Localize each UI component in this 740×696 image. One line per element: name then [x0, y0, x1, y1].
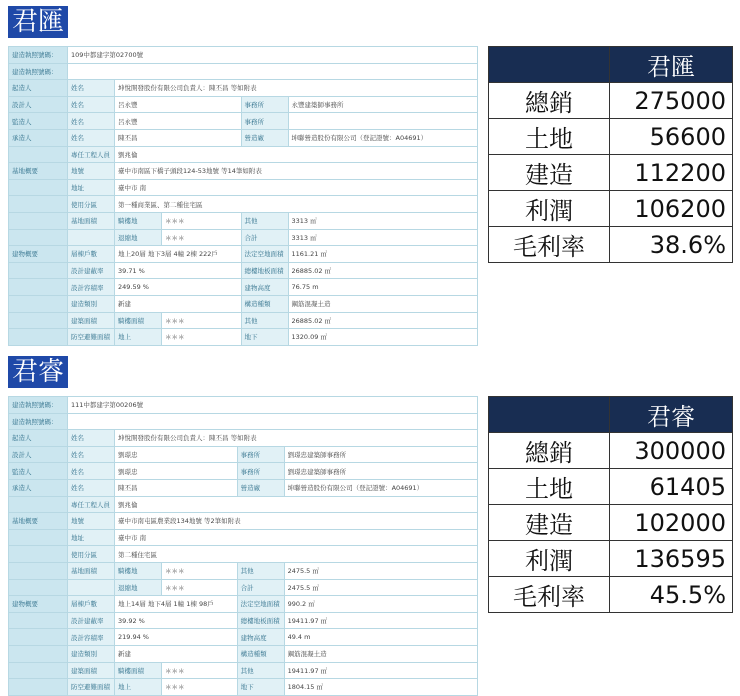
field-value: 鋼筋混凝土造 [284, 645, 477, 662]
field-label: 營造廠 [237, 479, 284, 496]
row-label: 承造人 [9, 479, 68, 496]
summary-value: 102000 [610, 505, 733, 541]
field-value: ＊＊＊ [162, 562, 238, 579]
field-label: 構造種類 [241, 295, 288, 312]
field-value: ＊＊＊ [162, 329, 242, 346]
field-label: 地上 [115, 679, 162, 696]
field-value: 新建 [115, 295, 242, 312]
field-value: 地上14層 地下4層 1幢 1棟 98戶 [115, 596, 238, 613]
field-label [68, 579, 115, 596]
field-label: 設計容積率 [68, 629, 115, 646]
permit-row [9, 63, 478, 80]
summary-row [489, 227, 733, 263]
row-label: 建造執照號碼： [9, 397, 68, 414]
field-label: 其他 [237, 662, 284, 679]
field-value: 劉兆倫 [115, 496, 478, 513]
summary-value: 106200 [610, 191, 733, 227]
summary-label: 土地 [489, 469, 610, 505]
permit-row [9, 479, 478, 496]
permit-row [9, 629, 478, 646]
summary-header: 君匯 [610, 47, 733, 83]
field-value: 劉兆倫 [115, 146, 478, 163]
row-label: 起造人 [9, 80, 68, 97]
field-label [68, 229, 115, 246]
permit-row [9, 246, 478, 263]
row-label: 建造執照號碼： [9, 413, 68, 430]
row-label: 監造人 [9, 113, 68, 130]
row-label [9, 146, 68, 163]
summary-row [489, 505, 733, 541]
field-label: 專任工程人員 [68, 496, 115, 513]
permit-row [9, 662, 478, 679]
field-value: 第一種商業區、第二種住宅區 [115, 196, 478, 213]
permit-row [9, 312, 478, 329]
field-label: 合計 [241, 229, 288, 246]
permit-table-2 [8, 396, 478, 696]
permit-row [9, 413, 478, 430]
field-value: 3313 ㎡ [288, 229, 477, 246]
row-label: 設計人 [9, 96, 68, 113]
field-value: 219.94 % [115, 629, 238, 646]
field-label: 層棟戶數 [68, 596, 115, 613]
row-label [9, 179, 68, 196]
section-2-title: 君睿 [8, 356, 68, 388]
permit-row [9, 163, 478, 180]
field-value: 地上20層 地下3層 4幢 2棟 222戶 [115, 246, 242, 263]
field-value: 劉璟忠 [115, 446, 238, 463]
permit-row [9, 146, 478, 163]
summary-label: 土地 [489, 119, 610, 155]
row-label: 基地概要 [9, 163, 68, 180]
summary-value: 61405 [610, 469, 733, 505]
field-label: 建築面積 [68, 312, 115, 329]
row-label: 監造人 [9, 463, 68, 480]
field-label: 地下 [237, 679, 284, 696]
summary-row [489, 119, 733, 155]
permit-row [9, 96, 478, 113]
permit-row [9, 229, 478, 246]
summary-label: 利潤 [489, 541, 610, 577]
summary-value: 136595 [610, 541, 733, 577]
field-value: 劉璟忠建築師事務所 [284, 463, 477, 480]
field-value: 第二種住宅區 [115, 546, 478, 563]
field-value: 陳丕昌 [115, 479, 238, 496]
field-value: 26885.02 ㎡ [288, 312, 477, 329]
permit-row [9, 212, 478, 229]
field-value [68, 413, 478, 430]
row-label [9, 546, 68, 563]
row-label [9, 212, 68, 229]
summary-table-2 [488, 396, 733, 613]
field-label: 法定空地面積 [237, 596, 284, 613]
permit-row [9, 113, 478, 130]
summary-label: 利潤 [489, 191, 610, 227]
permit-row [9, 645, 478, 662]
field-value: 26885.02 ㎡ [288, 262, 477, 279]
summary-row [489, 83, 733, 119]
field-value: 坤聯營造股份有限公司（登記證號：A04691） [288, 129, 477, 146]
field-label: 事務所 [241, 113, 288, 130]
permit-row [9, 47, 478, 64]
field-value: 39.71 % [115, 262, 242, 279]
field-label: 基地面積 [68, 212, 115, 229]
permit-row [9, 513, 478, 530]
field-label: 事務所 [237, 446, 284, 463]
row-label: 建物概要 [9, 596, 68, 613]
row-label [9, 529, 68, 546]
section-1-title: 君匯 [8, 6, 68, 38]
row-label [9, 496, 68, 513]
field-value: 鋼筋混凝土造 [288, 295, 477, 312]
row-label: 起造人 [9, 430, 68, 447]
field-value: 109中都建字第02700號 [68, 47, 478, 64]
field-value: 1804.15 ㎡ [284, 679, 477, 696]
field-value: ＊＊＊ [162, 312, 242, 329]
field-label: 專任工程人員 [68, 146, 115, 163]
row-label [9, 295, 68, 312]
field-label: 騎樓面積 [115, 662, 162, 679]
summary-label: 總銷 [489, 433, 610, 469]
field-value: 劉璟忠建築師事務所 [284, 446, 477, 463]
field-value [68, 63, 478, 80]
field-value: 990.2 ㎡ [284, 596, 477, 613]
summary-header-blank [489, 47, 610, 83]
field-label: 姓名 [68, 96, 115, 113]
row-label: 建物概要 [9, 246, 68, 263]
summary-header-row [489, 397, 733, 433]
summary-value: 112200 [610, 155, 733, 191]
field-value: 49.4 m [284, 629, 477, 646]
field-label: 騎樓面積 [115, 312, 162, 329]
permit-row [9, 463, 478, 480]
permit-row [9, 129, 478, 146]
field-label: 姓名 [68, 479, 115, 496]
field-value: 76.75 m [288, 279, 477, 296]
field-label: 建物高度 [241, 279, 288, 296]
row-label [9, 562, 68, 579]
summary-header: 君睿 [610, 397, 733, 433]
field-label: 姓名 [68, 80, 115, 97]
field-value: ＊＊＊ [162, 212, 242, 229]
field-value [288, 113, 477, 130]
field-value: 臺中市南屯區農業段134地號 等2筆如附表 [115, 513, 478, 530]
permit-row [9, 430, 478, 447]
permit-row [9, 279, 478, 296]
row-label [9, 662, 68, 679]
summary-label: 毛利率 [489, 227, 610, 263]
permit-row [9, 446, 478, 463]
field-label: 建造類別 [68, 295, 115, 312]
field-label: 地址 [68, 529, 115, 546]
summary-row [489, 155, 733, 191]
summary-row [489, 191, 733, 227]
field-label: 騎樓地 [115, 562, 162, 579]
row-label [9, 196, 68, 213]
row-label [9, 329, 68, 346]
field-label: 其他 [241, 212, 288, 229]
permit-row [9, 579, 478, 596]
permit-row [9, 529, 478, 546]
field-value: 臺中市 南 [115, 179, 478, 196]
field-value: 呂永豐 [115, 113, 242, 130]
summary-value: 38.6% [610, 227, 733, 263]
permit-row [9, 612, 478, 629]
field-value: 2475.5 ㎡ [284, 562, 477, 579]
summary-label: 毛利率 [489, 577, 610, 613]
field-label: 退縮地 [115, 579, 162, 596]
summary-row [489, 469, 733, 505]
permit-row [9, 196, 478, 213]
row-label [9, 262, 68, 279]
field-label: 退縮地 [115, 229, 162, 246]
field-value: 陳丕昌 [115, 129, 242, 146]
row-label [9, 279, 68, 296]
field-label: 姓名 [68, 113, 115, 130]
field-label: 設計建蔽率 [68, 612, 115, 629]
summary-value: 275000 [610, 83, 733, 119]
field-label: 其他 [241, 312, 288, 329]
row-label: 建造執照號碼： [9, 47, 68, 64]
summary-value: 56600 [610, 119, 733, 155]
summary-header-blank [489, 397, 610, 433]
summary-value: 45.5% [610, 577, 733, 613]
row-label: 建造執照號碼： [9, 63, 68, 80]
summary-label: 建造 [489, 155, 610, 191]
field-value: ＊＊＊ [162, 662, 238, 679]
row-label [9, 579, 68, 596]
field-value: 39.92 % [115, 612, 238, 629]
summary-row [489, 433, 733, 469]
permit-row [9, 546, 478, 563]
row-label [9, 612, 68, 629]
summary-row [489, 577, 733, 613]
row-label: 設計人 [9, 446, 68, 463]
field-value: 2475.5 ㎡ [284, 579, 477, 596]
field-value: 19411.97 ㎡ [284, 612, 477, 629]
row-label [9, 629, 68, 646]
field-label: 地下 [241, 329, 288, 346]
field-label: 總樓地板面積 [237, 612, 284, 629]
field-label: 姓名 [68, 129, 115, 146]
field-value: ＊＊＊ [162, 579, 238, 596]
field-label: 建造類別 [68, 645, 115, 662]
field-label: 其他 [237, 562, 284, 579]
summary-row [489, 541, 733, 577]
row-label: 基地概要 [9, 513, 68, 530]
field-value: 坤悅開發股份有限公司負責人：陳丕昌 等如附表 [115, 80, 478, 97]
field-label: 總樓地板面積 [241, 262, 288, 279]
field-label: 地號 [68, 163, 115, 180]
field-label: 姓名 [68, 463, 115, 480]
field-label: 防空避難面積 [68, 329, 115, 346]
permit-table-1 [8, 46, 478, 346]
field-label: 防空避難面積 [68, 679, 115, 696]
summary-table-1 [488, 46, 733, 263]
field-label: 騎樓地 [115, 212, 162, 229]
field-value: 19411.97 ㎡ [284, 662, 477, 679]
field-value: 呂永豐 [115, 96, 242, 113]
field-label: 姓名 [68, 446, 115, 463]
field-value: 臺中市南區下橋子頭段124-53地號 等14筆如附表 [115, 163, 478, 180]
field-value: ＊＊＊ [162, 679, 238, 696]
field-label: 建築面積 [68, 662, 115, 679]
field-value: 臺中市 南 [115, 529, 478, 546]
permit-row [9, 596, 478, 613]
field-value: 坤悅開發股份有限公司負責人：陳丕昌 等如附表 [115, 430, 478, 447]
field-label: 構造種類 [237, 645, 284, 662]
field-label: 地號 [68, 513, 115, 530]
row-label [9, 229, 68, 246]
field-label: 法定空地面積 [241, 246, 288, 263]
field-value: 劉璟忠 [115, 463, 238, 480]
row-label [9, 645, 68, 662]
summary-header-row [489, 47, 733, 83]
field-label: 設計容積率 [68, 279, 115, 296]
field-label: 姓名 [68, 430, 115, 447]
row-label [9, 312, 68, 329]
permit-row [9, 295, 478, 312]
permit-row [9, 562, 478, 579]
field-value: 1161.21 ㎡ [288, 246, 477, 263]
permit-row [9, 262, 478, 279]
field-value: 3313 ㎡ [288, 212, 477, 229]
permit-row [9, 80, 478, 97]
field-label: 事務所 [237, 463, 284, 480]
permit-row [9, 329, 478, 346]
field-label: 層棟戶數 [68, 246, 115, 263]
permit-row [9, 397, 478, 414]
field-label: 事務所 [241, 96, 288, 113]
field-label: 營造廠 [241, 129, 288, 146]
field-label: 設計建蔽率 [68, 262, 115, 279]
field-value: 新建 [115, 645, 238, 662]
field-label: 地上 [115, 329, 162, 346]
permit-row [9, 496, 478, 513]
field-value: 111中都建字第00206號 [68, 397, 478, 414]
row-label: 承造人 [9, 129, 68, 146]
summary-label: 建造 [489, 505, 610, 541]
field-value: 坤聯營造股份有限公司（登記證號：A04691） [284, 479, 477, 496]
summary-label: 總銷 [489, 83, 610, 119]
field-label: 建物高度 [237, 629, 284, 646]
field-value: 1320.09 ㎡ [288, 329, 477, 346]
field-value: 永豐建築師事務所 [288, 96, 477, 113]
field-label: 地址 [68, 179, 115, 196]
field-label: 合計 [237, 579, 284, 596]
permit-row [9, 179, 478, 196]
field-value: ＊＊＊ [162, 229, 242, 246]
field-label: 基地面積 [68, 562, 115, 579]
summary-value: 300000 [610, 433, 733, 469]
field-label: 使用分區 [68, 546, 115, 563]
field-label: 使用分區 [68, 196, 115, 213]
field-value: 249.59 % [115, 279, 242, 296]
